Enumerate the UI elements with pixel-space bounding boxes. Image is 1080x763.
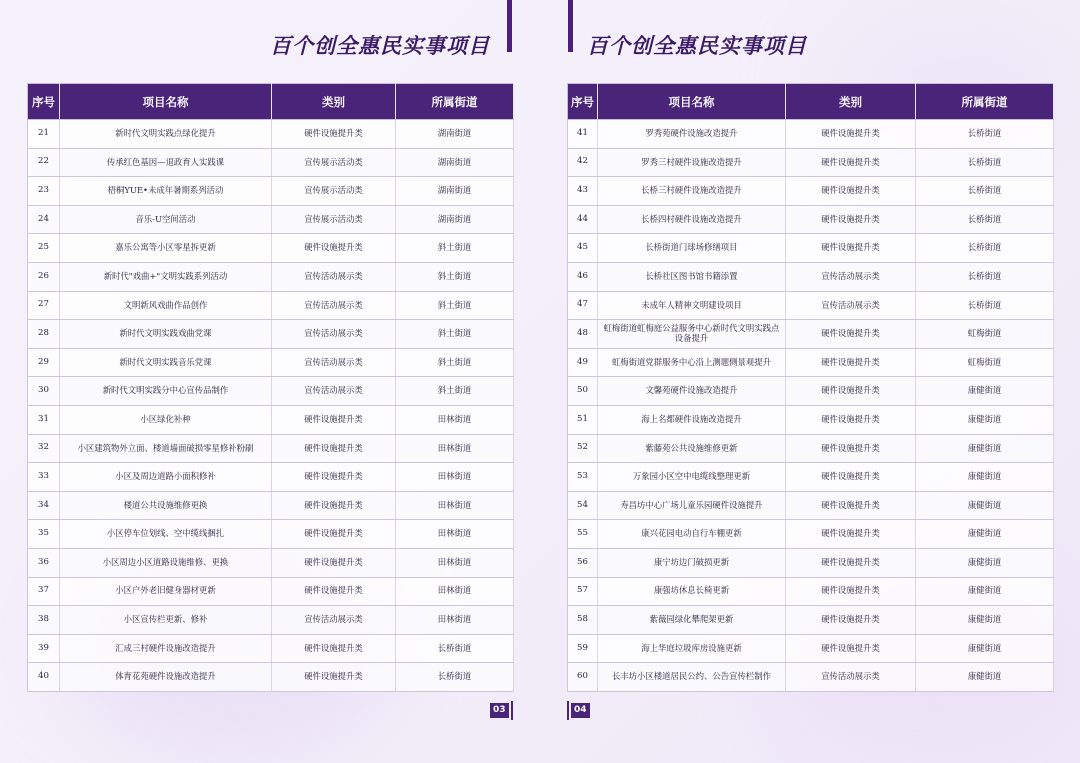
table-row — [28, 148, 514, 177]
table-row — [28, 320, 514, 349]
cell-index: 27 — [28, 291, 60, 320]
cell-category: 宣传活动展示类 — [786, 262, 916, 291]
table-header-row — [28, 84, 514, 120]
cell-index: 56 — [568, 548, 598, 577]
cell-street: 湖南街道 — [396, 177, 514, 206]
table-row — [568, 148, 1054, 177]
cell-street: 湖南街道 — [396, 148, 514, 177]
cell-index: 39 — [28, 634, 60, 663]
cell-project-name: 新时代"戏曲+"文明实践系列活动 — [60, 262, 272, 291]
cell-street: 康健街道 — [916, 405, 1054, 434]
cell-index: 22 — [28, 148, 60, 177]
cell-street: 田林街道 — [396, 548, 514, 577]
cell-project-name: 新时代文明实践戏曲党课 — [60, 320, 272, 349]
cell-project-name: 小区建筑物外立面、楼道墙面破损零星修补粉刷 — [60, 434, 272, 463]
cell-project-name: 长桥街道门球场修缮项目 — [598, 234, 786, 263]
cell-street: 田林街道 — [396, 520, 514, 549]
cell-category: 硬件设施提升类 — [786, 463, 916, 492]
cell-project-name: 新时代文明实践音乐党课 — [60, 348, 272, 377]
cell-category: 硬件设施提升类 — [786, 205, 916, 234]
table-row — [28, 234, 514, 263]
cell-street: 斜土街道 — [396, 348, 514, 377]
cell-street: 湖南街道 — [396, 120, 514, 149]
cell-index: 55 — [568, 520, 598, 549]
cell-category: 硬件设施提升类 — [272, 405, 396, 434]
table-row — [28, 205, 514, 234]
table-row — [568, 548, 1054, 577]
cell-category: 宣传活动展示类 — [272, 262, 396, 291]
cell-project-name: 康宁坊边门破损更新 — [598, 548, 786, 577]
table-row — [28, 548, 514, 577]
column-header-street: 所属街道 — [916, 84, 1054, 120]
cell-project-name: 万象园小区空中电缆线整理更新 — [598, 463, 786, 492]
cell-street: 田林街道 — [396, 491, 514, 520]
table-row — [28, 663, 514, 692]
cell-index: 45 — [568, 234, 598, 263]
table-row — [28, 177, 514, 206]
column-header-index: 序号 — [28, 84, 60, 120]
cell-project-name: 楼道公共设施维修更换 — [60, 491, 272, 520]
table-row — [568, 405, 1054, 434]
cell-category: 硬件设施提升类 — [272, 434, 396, 463]
cell-index: 35 — [28, 520, 60, 549]
cell-street: 长桥街道 — [916, 120, 1054, 149]
cell-project-name: 小区停车位划线、空中缆线捆扎 — [60, 520, 272, 549]
table-row — [28, 491, 514, 520]
table-row — [28, 262, 514, 291]
cell-category: 硬件设施提升类 — [272, 663, 396, 692]
cell-category: 硬件设施提升类 — [786, 405, 916, 434]
table-row — [568, 291, 1054, 320]
column-header-index: 序号 — [568, 84, 598, 120]
cell-index: 25 — [28, 234, 60, 263]
cell-category: 硬件设施提升类 — [786, 377, 916, 406]
page-title: 百个创全惠民实事项目 — [270, 34, 490, 58]
column-header-category: 类别 — [786, 84, 916, 120]
cell-street: 康健街道 — [916, 491, 1054, 520]
cell-project-name: 音乐-U空间活动 — [60, 205, 272, 234]
cell-index: 33 — [28, 463, 60, 492]
cell-category: 硬件设施提升类 — [786, 148, 916, 177]
table-row — [568, 262, 1054, 291]
table-row — [568, 120, 1054, 149]
cell-category: 硬件设施提升类 — [272, 491, 396, 520]
cell-project-name: 汇成三村硬件设施改造提升 — [60, 634, 272, 663]
cell-street: 长桥街道 — [916, 291, 1054, 320]
cell-street: 长桥街道 — [396, 663, 514, 692]
cell-street: 长桥街道 — [916, 262, 1054, 291]
cell-index: 49 — [568, 348, 598, 377]
cell-index: 26 — [28, 262, 60, 291]
cell-project-name: 罗秀苑硬件设施改造提升 — [598, 120, 786, 149]
column-header-street: 所属街道 — [396, 84, 514, 120]
page-number: 03 — [490, 703, 509, 718]
cell-project-name: 长桥社区图书馆书籍添置 — [598, 262, 786, 291]
cell-project-name: 紫薇园绿化攀爬架更新 — [598, 606, 786, 635]
cell-index: 48 — [568, 320, 598, 349]
table-row — [568, 663, 1054, 692]
cell-street: 斜土街道 — [396, 320, 514, 349]
table-row — [568, 320, 1054, 349]
cell-category: 硬件设施提升类 — [786, 491, 916, 520]
cell-index: 38 — [28, 606, 60, 635]
cell-street: 虹梅街道 — [916, 320, 1054, 349]
cell-index: 21 — [28, 120, 60, 149]
cell-category: 宣传活动展示类 — [272, 320, 396, 349]
cell-project-name: 紫藤苑公共设施维修更新 — [598, 434, 786, 463]
table-row — [568, 234, 1054, 263]
table-row — [28, 291, 514, 320]
table-row — [568, 634, 1054, 663]
cell-category: 硬件设施提升类 — [272, 634, 396, 663]
table-row — [568, 577, 1054, 606]
cell-category: 宣传活动展示类 — [272, 606, 396, 635]
cell-index: 59 — [568, 634, 598, 663]
table-row — [568, 377, 1054, 406]
cell-project-name: 小区户外老旧健身器材更新 — [60, 577, 272, 606]
cell-index: 58 — [568, 606, 598, 635]
title-accent-bar — [568, 0, 573, 52]
cell-street: 田林街道 — [396, 606, 514, 635]
cell-project-name: 罗秀三村硬件设施改造提升 — [598, 148, 786, 177]
cell-street: 虹梅街道 — [916, 348, 1054, 377]
cell-project-name: 嘉乐公寓等小区零星拆更新 — [60, 234, 272, 263]
cell-category: 硬件设施提升类 — [786, 520, 916, 549]
cell-index: 42 — [568, 148, 598, 177]
page-number: 04 — [571, 703, 590, 718]
cell-category: 宣传活动展示类 — [272, 377, 396, 406]
cell-category: 宣传活动展示类 — [272, 291, 396, 320]
cell-project-name: 小区绿化补种 — [60, 405, 272, 434]
table-row — [568, 491, 1054, 520]
cell-project-name: 海上名都硬件设施改造提升 — [598, 405, 786, 434]
cell-index: 31 — [28, 405, 60, 434]
cell-street: 康健街道 — [916, 606, 1054, 635]
cell-category: 宣传活动展示类 — [786, 291, 916, 320]
page-number-bar — [511, 701, 513, 720]
cell-category: 硬件设施提升类 — [786, 634, 916, 663]
cell-index: 54 — [568, 491, 598, 520]
cell-index: 47 — [568, 291, 598, 320]
table-row — [568, 520, 1054, 549]
cell-project-name: 虹梅街道虹梅庭公益服务中心新时代文明实践点设备提升 — [598, 320, 786, 349]
cell-category: 宣传展示活动类 — [272, 205, 396, 234]
cell-street: 康健街道 — [916, 663, 1054, 692]
table-row — [28, 348, 514, 377]
cell-category: 宣传展示活动类 — [272, 177, 396, 206]
table-row — [28, 463, 514, 492]
project-table — [27, 83, 514, 692]
cell-street: 长桥街道 — [916, 177, 1054, 206]
cell-category: 硬件设施提升类 — [786, 320, 916, 349]
cell-street: 长桥街道 — [396, 634, 514, 663]
cell-project-name: 长桥四村硬件设施改造提升 — [598, 205, 786, 234]
cell-category: 硬件设施提升类 — [272, 463, 396, 492]
cell-street: 康健街道 — [916, 577, 1054, 606]
cell-category: 宣传展示活动类 — [272, 148, 396, 177]
cell-street: 田林街道 — [396, 463, 514, 492]
cell-index: 41 — [568, 120, 598, 149]
cell-category: 硬件设施提升类 — [272, 520, 396, 549]
cell-project-name: 寿昌坊中心广场儿童乐园硬件设施提升 — [598, 491, 786, 520]
table-row — [28, 606, 514, 635]
cell-index: 28 — [28, 320, 60, 349]
cell-index: 57 — [568, 577, 598, 606]
cell-street: 长桥街道 — [916, 205, 1054, 234]
cell-project-name: 小区周边小区道路设施维修、更换 — [60, 548, 272, 577]
cell-street: 康健街道 — [916, 520, 1054, 549]
cell-index: 60 — [568, 663, 598, 692]
cell-project-name: 小区宣传栏更新、修补 — [60, 606, 272, 635]
cell-project-name: 体育花苑硬件设施改造提升 — [60, 663, 272, 692]
cell-category: 硬件设施提升类 — [786, 434, 916, 463]
column-header-name: 项目名称 — [60, 84, 272, 120]
cell-category: 硬件设施提升类 — [272, 577, 396, 606]
cell-index: 32 — [28, 434, 60, 463]
cell-index: 46 — [568, 262, 598, 291]
cell-project-name: 康兴花园电动自行车棚更新 — [598, 520, 786, 549]
cell-index: 36 — [28, 548, 60, 577]
cell-category: 硬件设施提升类 — [786, 548, 916, 577]
title-accent-bar — [507, 0, 512, 52]
cell-project-name: 海上华庭垃圾库房设施更新 — [598, 634, 786, 663]
cell-index: 43 — [568, 177, 598, 206]
cell-index: 23 — [28, 177, 60, 206]
cell-index: 24 — [28, 205, 60, 234]
right-page — [540, 0, 1080, 763]
table-row — [28, 577, 514, 606]
cell-index: 53 — [568, 463, 598, 492]
cell-street: 斜土街道 — [396, 291, 514, 320]
cell-street: 康健街道 — [916, 634, 1054, 663]
cell-street: 湖南街道 — [396, 205, 514, 234]
cell-category: 硬件设施提升类 — [272, 120, 396, 149]
cell-index: 50 — [568, 377, 598, 406]
table-row — [568, 463, 1054, 492]
cell-project-name: 长丰坊小区楼道居民公约、公告宣传栏制作 — [598, 663, 786, 692]
cell-category: 硬件设施提升类 — [786, 577, 916, 606]
cell-street: 长桥街道 — [916, 234, 1054, 263]
table-row — [568, 205, 1054, 234]
cell-index: 40 — [28, 663, 60, 692]
cell-street: 康健街道 — [916, 434, 1054, 463]
cell-street: 康健街道 — [916, 377, 1054, 406]
cell-index: 51 — [568, 405, 598, 434]
cell-project-name: 康强坊休息长椅更新 — [598, 577, 786, 606]
cell-street: 斜土街道 — [396, 262, 514, 291]
cell-category: 宣传活动展示类 — [272, 348, 396, 377]
table-row — [28, 520, 514, 549]
cell-project-name: 小区及周边道路小面积修补 — [60, 463, 272, 492]
cell-street: 斜土街道 — [396, 377, 514, 406]
table-row — [568, 348, 1054, 377]
cell-street: 田林街道 — [396, 434, 514, 463]
cell-project-name: 文馨苑硬件设施改造提升 — [598, 377, 786, 406]
cell-project-name: 未成年人精神文明建设项目 — [598, 291, 786, 320]
table-row — [28, 634, 514, 663]
page-number-bar — [567, 701, 569, 720]
column-header-category: 类别 — [272, 84, 396, 120]
cell-index: 30 — [28, 377, 60, 406]
cell-index: 29 — [28, 348, 60, 377]
cell-category: 硬件设施提升类 — [786, 606, 916, 635]
table-row — [568, 606, 1054, 635]
cell-street: 田林街道 — [396, 405, 514, 434]
table-row — [28, 434, 514, 463]
cell-project-name: 文明新风戏曲作品创作 — [60, 291, 272, 320]
cell-category: 宣传活动展示类 — [786, 663, 916, 692]
cell-street: 康健街道 — [916, 548, 1054, 577]
cell-category: 硬件设施提升类 — [786, 348, 916, 377]
cell-street: 康健街道 — [916, 463, 1054, 492]
column-header-name: 项目名称 — [598, 84, 786, 120]
cell-category: 硬件设施提升类 — [272, 548, 396, 577]
cell-index: 37 — [28, 577, 60, 606]
cell-project-name: 长桥三村硬件设施改造提升 — [598, 177, 786, 206]
table-row — [28, 120, 514, 149]
cell-street: 长桥街道 — [916, 148, 1054, 177]
cell-project-name: 梧桐YUE•未成年暑期系列活动 — [60, 177, 272, 206]
cell-project-name: 传承红色基因—退政育人实践课 — [60, 148, 272, 177]
cell-index: 52 — [568, 434, 598, 463]
table-header-row — [568, 84, 1054, 120]
cell-category: 硬件设施提升类 — [786, 234, 916, 263]
cell-category: 硬件设施提升类 — [786, 177, 916, 206]
cell-project-name: 新时代文明实践分中心宣传品制作 — [60, 377, 272, 406]
project-table — [567, 83, 1054, 692]
cell-category: 硬件设施提升类 — [786, 120, 916, 149]
cell-category: 硬件设施提升类 — [272, 234, 396, 263]
cell-project-name: 虹梅街道党群服务中心沿上测题侧景观提升 — [598, 348, 786, 377]
cell-street: 斜土街道 — [396, 234, 514, 263]
cell-project-name: 新时代文明实践点绿化提升 — [60, 120, 272, 149]
table-row — [568, 434, 1054, 463]
cell-street: 田林街道 — [396, 577, 514, 606]
table-row — [28, 405, 514, 434]
table-row — [28, 377, 514, 406]
cell-index: 34 — [28, 491, 60, 520]
table-row — [568, 177, 1054, 206]
cell-index: 44 — [568, 205, 598, 234]
page-title: 百个创全惠民实事项目 — [587, 34, 807, 58]
